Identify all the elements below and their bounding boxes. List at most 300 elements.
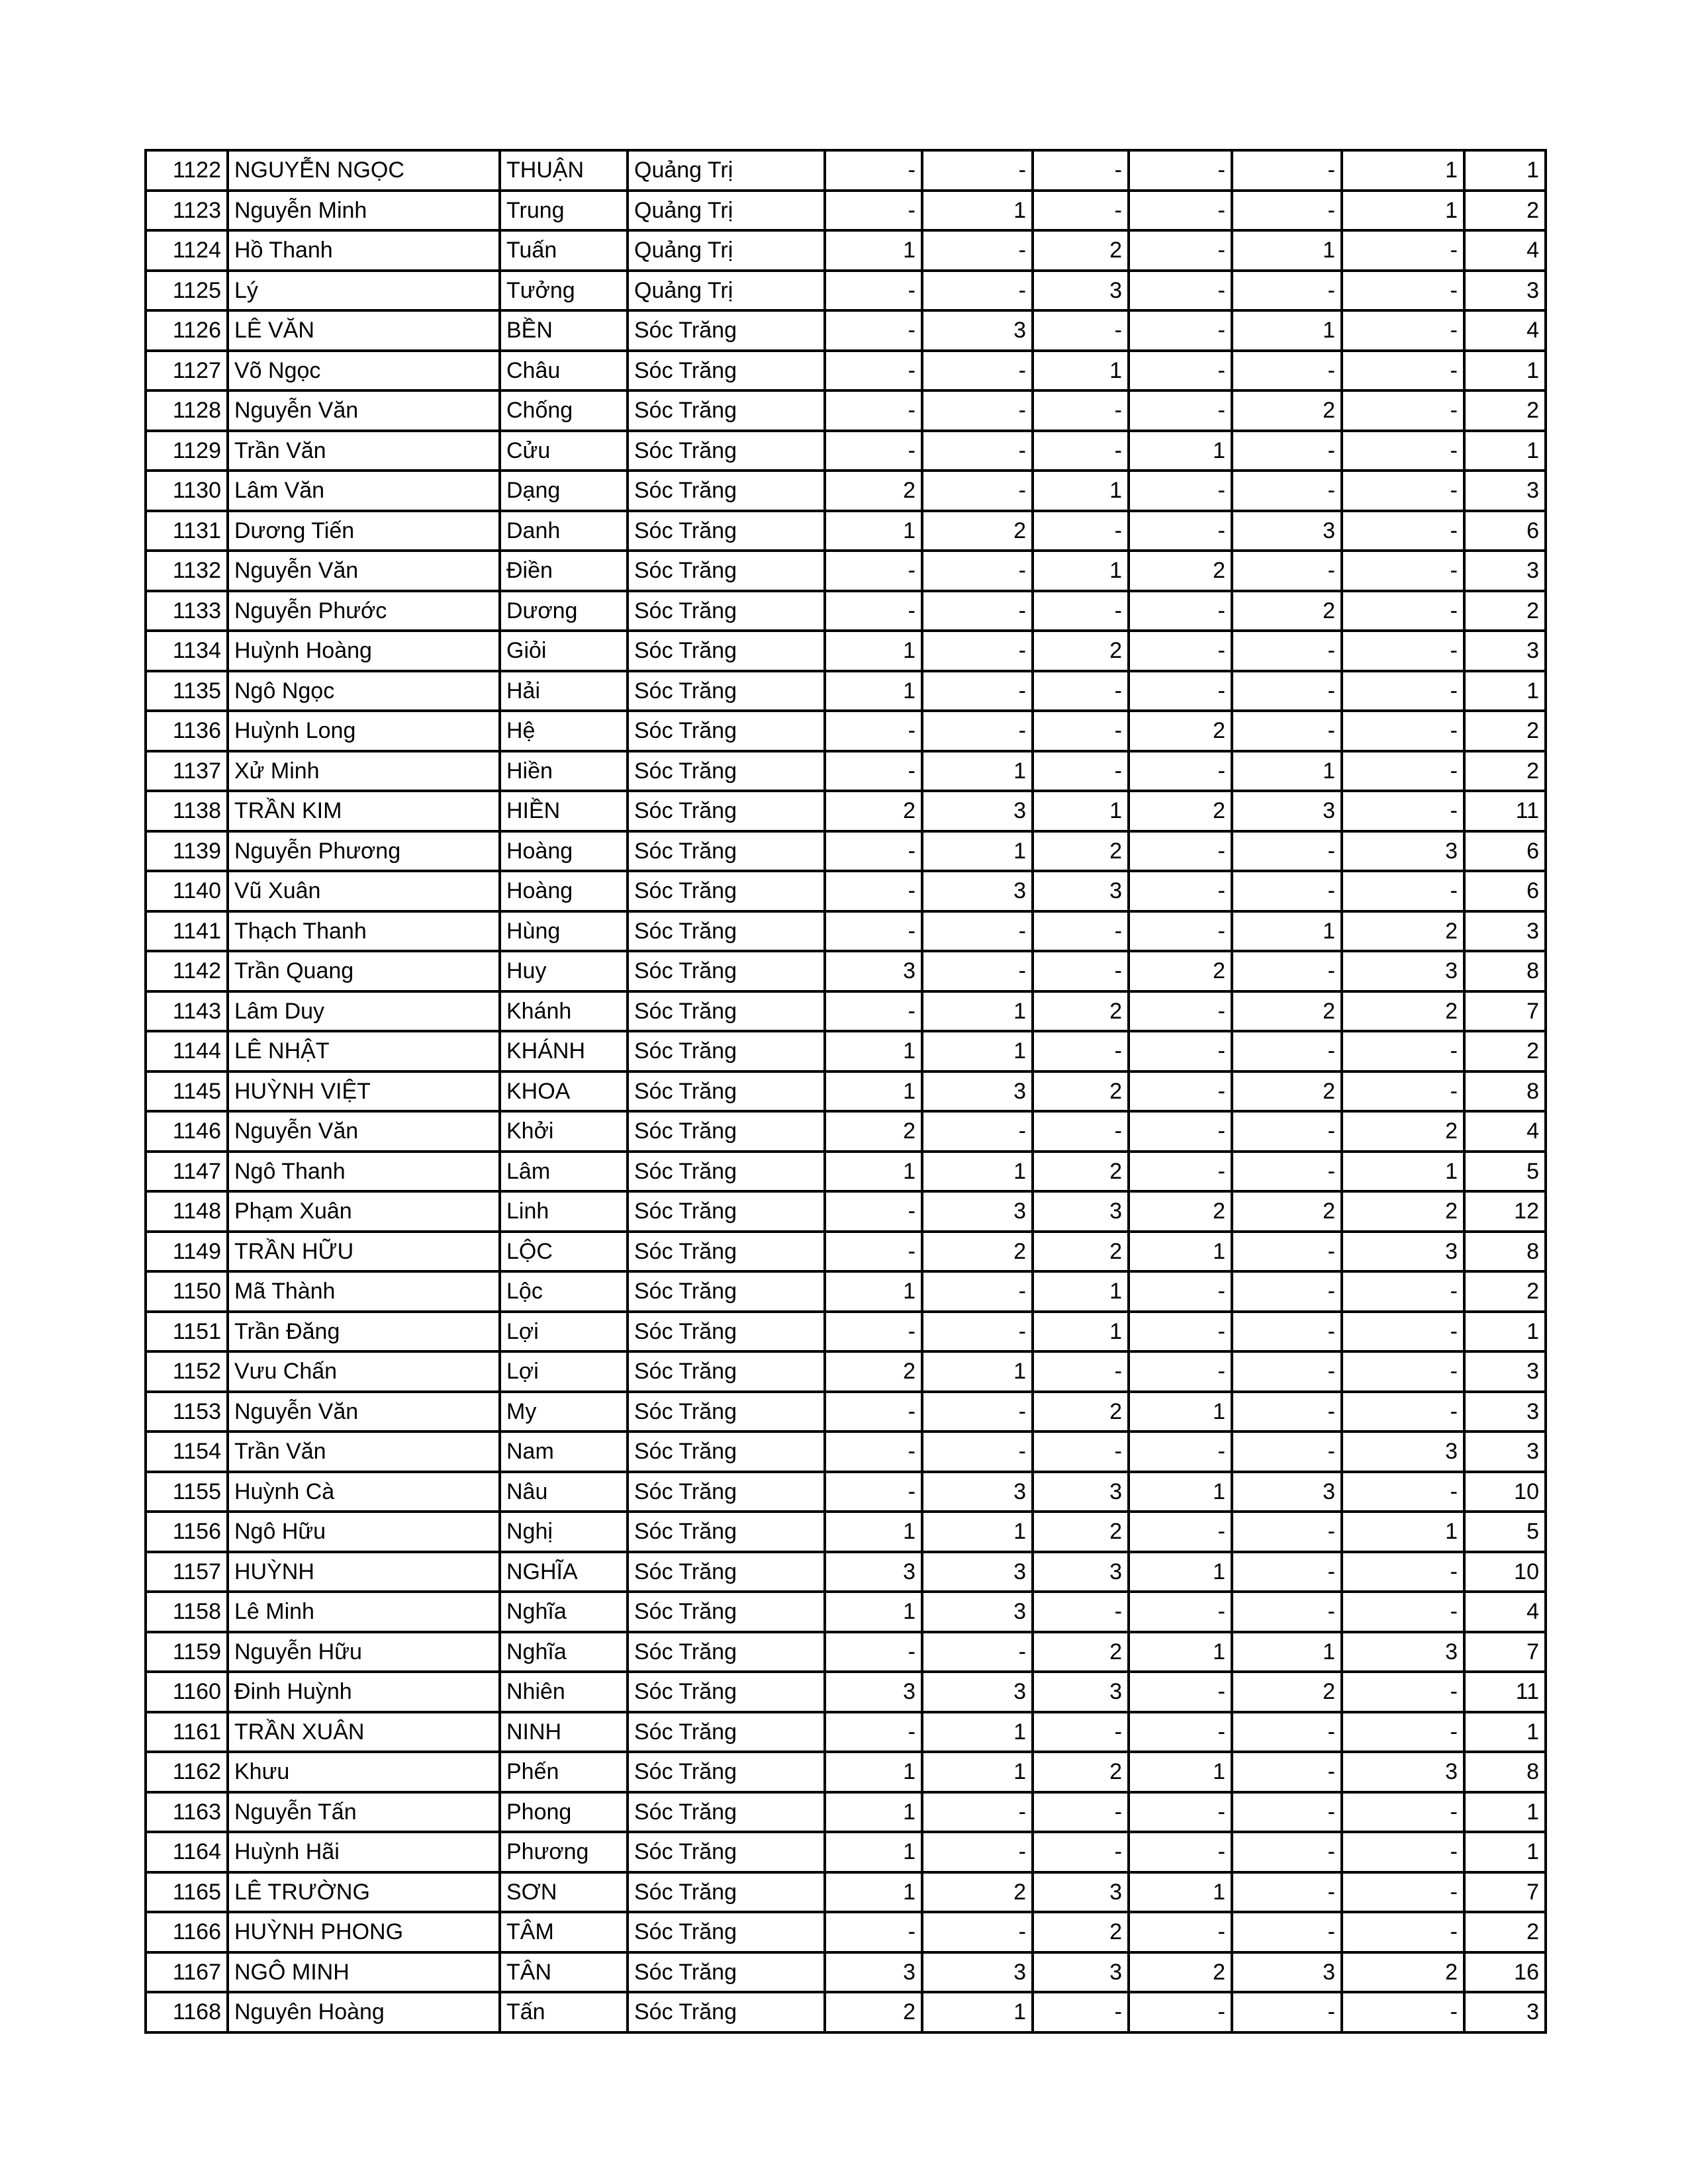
cell-count-2: 1 xyxy=(922,831,1033,872)
cell-first-name: Nguyễn Văn xyxy=(228,1111,500,1152)
cell-count-1: - xyxy=(825,1392,922,1432)
cell-first-name: Nguyễn Hữu xyxy=(228,1632,500,1672)
cell-last-name: Khánh xyxy=(500,991,628,1032)
cell-count-3: 3 xyxy=(1033,1191,1129,1232)
cell-count-3: 2 xyxy=(1033,1152,1129,1192)
cell-first-name: Võ Ngọc xyxy=(228,351,500,391)
cell-last-name: THUẬN xyxy=(500,150,628,191)
cell-id: 1147 xyxy=(146,1152,228,1192)
cell-last-name: Trung xyxy=(500,191,628,231)
cell-count-5: 3 xyxy=(1232,791,1342,831)
cell-count-1: - xyxy=(825,271,922,311)
cell-province: Sóc Trăng xyxy=(628,1512,825,1552)
cell-province: Sóc Trăng xyxy=(628,1232,825,1272)
cell-count-3: - xyxy=(1033,1992,1129,2032)
cell-first-name: Vưu Chấn xyxy=(228,1351,500,1392)
cell-province: Sóc Trăng xyxy=(628,1152,825,1192)
cell-count-3: - xyxy=(1033,431,1129,471)
cell-count-5: - xyxy=(1232,1752,1342,1792)
cell-count-3: - xyxy=(1033,1031,1129,1071)
table-row xyxy=(146,1912,1546,1952)
cell-count-1: 1 xyxy=(825,1872,922,1913)
cell-count-5: 3 xyxy=(1232,1472,1342,1512)
cell-count-5: - xyxy=(1232,1992,1342,2032)
cell-count-4: - xyxy=(1129,991,1232,1032)
cell-id: 1128 xyxy=(146,390,228,431)
cell-total: 2 xyxy=(1464,591,1546,631)
cell-count-2: - xyxy=(922,1392,1033,1432)
cell-id: 1161 xyxy=(146,1712,228,1752)
cell-count-5: - xyxy=(1232,831,1342,872)
cell-count-3: 3 xyxy=(1033,1672,1129,1712)
table-row xyxy=(146,1792,1546,1833)
cell-id: 1132 xyxy=(146,551,228,591)
cell-id: 1126 xyxy=(146,310,228,351)
cell-last-name: Nâu xyxy=(500,1472,628,1512)
cell-first-name: Mã Thành xyxy=(228,1271,500,1312)
cell-count-3: 1 xyxy=(1033,351,1129,391)
cell-first-name: Ngô Thanh xyxy=(228,1152,500,1192)
cell-id: 1129 xyxy=(146,431,228,471)
cell-count-1: 1 xyxy=(825,631,922,671)
table-row xyxy=(146,1752,1546,1792)
cell-id: 1140 xyxy=(146,871,228,911)
cell-count-4: - xyxy=(1129,1312,1232,1352)
cell-count-1: 1 xyxy=(825,1792,922,1833)
cell-count-4: - xyxy=(1129,191,1232,231)
cell-count-3: 1 xyxy=(1033,471,1129,511)
cell-province: Sóc Trăng xyxy=(628,1472,825,1512)
table-row xyxy=(146,951,1546,991)
cell-count-4: 1 xyxy=(1129,1472,1232,1512)
cell-count-2: - xyxy=(922,1271,1033,1312)
cell-count-6: - xyxy=(1342,390,1464,431)
table-row xyxy=(146,310,1546,351)
cell-count-3: - xyxy=(1033,751,1129,792)
cell-count-3: - xyxy=(1033,511,1129,551)
cell-count-4: - xyxy=(1129,1832,1232,1872)
cell-count-6: 2 xyxy=(1342,1111,1464,1152)
cell-count-5: - xyxy=(1232,1792,1342,1833)
cell-count-5: - xyxy=(1232,631,1342,671)
cell-last-name: HIỀN xyxy=(500,791,628,831)
cell-count-5: - xyxy=(1232,1351,1342,1392)
cell-count-4: - xyxy=(1129,751,1232,792)
cell-count-6: - xyxy=(1342,871,1464,911)
cell-count-4: - xyxy=(1129,1432,1232,1472)
cell-first-name: NGÔ MINH xyxy=(228,1952,500,1993)
cell-id: 1146 xyxy=(146,1111,228,1152)
cell-count-1: - xyxy=(825,1232,922,1272)
cell-count-4: - xyxy=(1129,1592,1232,1632)
cell-province: Sóc Trăng xyxy=(628,511,825,551)
cell-first-name: Ngô Ngọc xyxy=(228,671,500,711)
cell-total: 2 xyxy=(1464,191,1546,231)
cell-count-5: - xyxy=(1232,1152,1342,1192)
cell-count-1: - xyxy=(825,150,922,191)
cell-count-5: - xyxy=(1232,471,1342,511)
cell-count-6: - xyxy=(1342,471,1464,511)
cell-first-name: HUỲNH PHONG xyxy=(228,1912,500,1952)
cell-total: 2 xyxy=(1464,1912,1546,1952)
cell-province: Sóc Trăng xyxy=(628,1191,825,1232)
cell-total: 2 xyxy=(1464,711,1546,751)
cell-count-4: - xyxy=(1129,1672,1232,1712)
cell-id: 1141 xyxy=(146,911,228,952)
cell-count-1: - xyxy=(825,431,922,471)
cell-count-5: - xyxy=(1232,1111,1342,1152)
cell-province: Sóc Trăng xyxy=(628,1392,825,1432)
cell-first-name: Huỳnh Long xyxy=(228,711,500,751)
cell-count-4: - xyxy=(1129,230,1232,271)
cell-count-3: 3 xyxy=(1033,271,1129,311)
cell-id: 1136 xyxy=(146,711,228,751)
cell-count-1: - xyxy=(825,191,922,231)
cell-count-1: 1 xyxy=(825,671,922,711)
cell-count-1: - xyxy=(825,991,922,1032)
cell-count-4: - xyxy=(1129,631,1232,671)
cell-last-name: Linh xyxy=(500,1191,628,1232)
cell-count-2: 2 xyxy=(922,1232,1033,1272)
cell-count-2: - xyxy=(922,551,1033,591)
cell-first-name: Phạm Xuân xyxy=(228,1191,500,1232)
cell-total: 6 xyxy=(1464,831,1546,872)
cell-id: 1154 xyxy=(146,1432,228,1472)
cell-count-1: 2 xyxy=(825,1111,922,1152)
table-row xyxy=(146,1392,1546,1432)
roster-table-body xyxy=(146,150,1546,2032)
cell-province: Sóc Trăng xyxy=(628,1872,825,1913)
cell-last-name: Nghĩa xyxy=(500,1632,628,1672)
cell-province: Sóc Trăng xyxy=(628,1271,825,1312)
cell-count-4: - xyxy=(1129,351,1232,391)
cell-total: 2 xyxy=(1464,1031,1546,1071)
cell-count-2: 1 xyxy=(922,1712,1033,1752)
cell-total: 10 xyxy=(1464,1472,1546,1512)
cell-count-1: 3 xyxy=(825,951,922,991)
cell-total: 12 xyxy=(1464,1191,1546,1232)
cell-count-3: 2 xyxy=(1033,1071,1129,1112)
cell-count-4: - xyxy=(1129,1792,1232,1833)
cell-total: 3 xyxy=(1464,1351,1546,1392)
table-row xyxy=(146,390,1546,431)
cell-count-3: 2 xyxy=(1033,1232,1129,1272)
cell-province: Sóc Trăng xyxy=(628,351,825,391)
cell-province: Sóc Trăng xyxy=(628,791,825,831)
cell-last-name: Lâm xyxy=(500,1152,628,1192)
cell-count-2: 1 xyxy=(922,1351,1033,1392)
cell-count-1: - xyxy=(825,751,922,792)
table-row xyxy=(146,191,1546,231)
cell-count-6: 1 xyxy=(1342,1512,1464,1552)
cell-count-2: - xyxy=(922,671,1033,711)
table-row xyxy=(146,831,1546,872)
cell-count-3: - xyxy=(1033,1111,1129,1152)
cell-count-5: - xyxy=(1232,1432,1342,1472)
cell-last-name: Phương xyxy=(500,1832,628,1872)
cell-id: 1148 xyxy=(146,1191,228,1232)
cell-count-4: - xyxy=(1129,271,1232,311)
cell-count-5: - xyxy=(1232,1392,1342,1432)
cell-count-2: 1 xyxy=(922,1152,1033,1192)
cell-count-1: - xyxy=(825,911,922,952)
cell-province: Sóc Trăng xyxy=(628,1552,825,1592)
cell-count-5: - xyxy=(1232,351,1342,391)
cell-count-6: - xyxy=(1342,1712,1464,1752)
cell-count-5: 3 xyxy=(1232,1952,1342,1993)
cell-count-4: - xyxy=(1129,831,1232,872)
cell-id: 1156 xyxy=(146,1512,228,1552)
cell-count-6: - xyxy=(1342,711,1464,751)
cell-last-name: Phong xyxy=(500,1792,628,1833)
cell-count-3: 1 xyxy=(1033,1271,1129,1312)
cell-count-1: - xyxy=(825,871,922,911)
table-row xyxy=(146,1351,1546,1392)
table-row xyxy=(146,1271,1546,1312)
cell-first-name: Huỳnh Hãi xyxy=(228,1832,500,1872)
cell-count-1: 1 xyxy=(825,1592,922,1632)
cell-total: 8 xyxy=(1464,1071,1546,1112)
cell-total: 1 xyxy=(1464,671,1546,711)
cell-count-5: 1 xyxy=(1232,310,1342,351)
cell-province: Quảng Trị xyxy=(628,271,825,311)
cell-count-5: - xyxy=(1232,711,1342,751)
cell-count-6: - xyxy=(1342,351,1464,391)
cell-total: 7 xyxy=(1464,991,1546,1032)
cell-count-3: - xyxy=(1033,671,1129,711)
cell-count-2: - xyxy=(922,1632,1033,1672)
cell-count-1: 2 xyxy=(825,791,922,831)
table-row xyxy=(146,911,1546,952)
table-row xyxy=(146,1152,1546,1192)
cell-id: 1155 xyxy=(146,1472,228,1512)
cell-last-name: Tưởng xyxy=(500,271,628,311)
cell-total: 10 xyxy=(1464,1552,1546,1592)
cell-province: Sóc Trăng xyxy=(628,1832,825,1872)
table-row xyxy=(146,511,1546,551)
cell-count-1: 1 xyxy=(825,1071,922,1112)
cell-count-5: 1 xyxy=(1232,751,1342,792)
cell-last-name: Hùng xyxy=(500,911,628,952)
cell-id: 1130 xyxy=(146,471,228,511)
table-row xyxy=(146,551,1546,591)
cell-count-5: 3 xyxy=(1232,511,1342,551)
cell-first-name: TRẦN XUÂN xyxy=(228,1712,500,1752)
cell-count-4: 1 xyxy=(1129,1552,1232,1592)
cell-count-4: 2 xyxy=(1129,551,1232,591)
cell-last-name: KHÁNH xyxy=(500,1031,628,1071)
cell-count-6: - xyxy=(1342,1031,1464,1071)
cell-count-3: - xyxy=(1033,591,1129,631)
cell-last-name: Khởi xyxy=(500,1111,628,1152)
cell-province: Sóc Trăng xyxy=(628,431,825,471)
cell-count-2: 3 xyxy=(922,871,1033,911)
cell-count-2: 1 xyxy=(922,1031,1033,1071)
cell-count-5: - xyxy=(1232,671,1342,711)
cell-count-4: - xyxy=(1129,1912,1232,1952)
table-row xyxy=(146,591,1546,631)
cell-province: Quảng Trị xyxy=(628,191,825,231)
cell-count-6: - xyxy=(1342,1992,1464,2032)
cell-count-6: - xyxy=(1342,791,1464,831)
cell-first-name: Nguyên Hoàng xyxy=(228,1992,500,2032)
table-row xyxy=(146,1312,1546,1352)
cell-count-4: - xyxy=(1129,1031,1232,1071)
cell-count-6: - xyxy=(1342,631,1464,671)
table-row xyxy=(146,1992,1546,2032)
cell-count-6: - xyxy=(1342,1912,1464,1952)
cell-count-6: - xyxy=(1342,1312,1464,1352)
cell-first-name: Huỳnh Cà xyxy=(228,1472,500,1512)
cell-count-4: - xyxy=(1129,390,1232,431)
cell-province: Sóc Trăng xyxy=(628,551,825,591)
cell-id: 1138 xyxy=(146,791,228,831)
cell-id: 1151 xyxy=(146,1312,228,1352)
cell-count-1: 2 xyxy=(825,1992,922,2032)
cell-count-2: 3 xyxy=(922,1071,1033,1112)
cell-total: 2 xyxy=(1464,390,1546,431)
cell-first-name: LÊ NHẬT xyxy=(228,1031,500,1071)
cell-count-6: 3 xyxy=(1342,1432,1464,1472)
cell-total: 1 xyxy=(1464,1312,1546,1352)
cell-id: 1165 xyxy=(146,1872,228,1913)
table-row xyxy=(146,271,1546,311)
cell-id: 1163 xyxy=(146,1792,228,1833)
cell-count-5: - xyxy=(1232,1031,1342,1071)
table-row xyxy=(146,791,1546,831)
cell-count-2: 3 xyxy=(922,1191,1033,1232)
cell-last-name: BỀN xyxy=(500,310,628,351)
cell-count-3: - xyxy=(1033,1432,1129,1472)
cell-count-3: - xyxy=(1033,191,1129,231)
table-row xyxy=(146,751,1546,792)
table-row xyxy=(146,1111,1546,1152)
cell-count-4: - xyxy=(1129,1351,1232,1392)
cell-total: 6 xyxy=(1464,871,1546,911)
cell-count-1: - xyxy=(825,390,922,431)
cell-count-5: 2 xyxy=(1232,591,1342,631)
cell-count-2: - xyxy=(922,471,1033,511)
cell-last-name: Dạng xyxy=(500,471,628,511)
table-row xyxy=(146,1872,1546,1913)
cell-province: Sóc Trăng xyxy=(628,911,825,952)
cell-count-1: - xyxy=(825,310,922,351)
cell-last-name: LỘC xyxy=(500,1232,628,1272)
cell-total: 3 xyxy=(1464,1392,1546,1432)
cell-count-6: - xyxy=(1342,751,1464,792)
cell-count-6: 2 xyxy=(1342,991,1464,1032)
cell-count-4: - xyxy=(1129,1512,1232,1552)
cell-first-name: LÊ VĂN xyxy=(228,310,500,351)
cell-count-2: 1 xyxy=(922,191,1033,231)
cell-count-6: - xyxy=(1342,511,1464,551)
cell-count-1: 2 xyxy=(825,471,922,511)
cell-count-1: - xyxy=(825,831,922,872)
cell-count-2: 1 xyxy=(922,751,1033,792)
cell-first-name: Xử Minh xyxy=(228,751,500,792)
cell-last-name: Giỏi xyxy=(500,631,628,671)
cell-count-4: - xyxy=(1129,1712,1232,1752)
cell-first-name: Ngô Hữu xyxy=(228,1512,500,1552)
cell-first-name: Nguyễn Văn xyxy=(228,1392,500,1432)
cell-first-name: Khưu xyxy=(228,1752,500,1792)
cell-count-2: - xyxy=(922,150,1033,191)
cell-count-2: 3 xyxy=(922,1952,1033,1993)
cell-count-2: - xyxy=(922,1432,1033,1472)
cell-count-6: 2 xyxy=(1342,1191,1464,1232)
cell-count-2: 3 xyxy=(922,1472,1033,1512)
table-row xyxy=(146,871,1546,911)
cell-province: Sóc Trăng xyxy=(628,1752,825,1792)
cell-count-3: 3 xyxy=(1033,1952,1129,1993)
cell-last-name: NGHĨA xyxy=(500,1552,628,1592)
cell-last-name: Hệ xyxy=(500,711,628,751)
cell-count-4: 2 xyxy=(1129,1952,1232,1993)
cell-first-name: Trần Văn xyxy=(228,1432,500,1472)
cell-count-3: - xyxy=(1033,911,1129,952)
table-row xyxy=(146,1832,1546,1872)
cell-count-1: - xyxy=(825,591,922,631)
table-row xyxy=(146,150,1546,191)
cell-last-name: Hiền xyxy=(500,751,628,792)
cell-total: 3 xyxy=(1464,911,1546,952)
cell-count-1: 1 xyxy=(825,1271,922,1312)
cell-count-6: - xyxy=(1342,1672,1464,1712)
cell-total: 11 xyxy=(1464,1672,1546,1712)
cell-id: 1158 xyxy=(146,1592,228,1632)
cell-id: 1143 xyxy=(146,991,228,1032)
cell-total: 1 xyxy=(1464,1792,1546,1833)
cell-count-4: 1 xyxy=(1129,1632,1232,1672)
cell-count-6: 2 xyxy=(1342,911,1464,952)
cell-count-6: - xyxy=(1342,1872,1464,1913)
cell-count-6: - xyxy=(1342,1351,1464,1392)
cell-province: Sóc Trăng xyxy=(628,1992,825,2032)
cell-total: 3 xyxy=(1464,271,1546,311)
cell-count-2: - xyxy=(922,351,1033,391)
cell-count-1: 1 xyxy=(825,1031,922,1071)
cell-province: Sóc Trăng xyxy=(628,1351,825,1392)
cell-id: 1166 xyxy=(146,1912,228,1952)
cell-count-2: - xyxy=(922,1792,1033,1833)
cell-count-5: - xyxy=(1232,1912,1342,1952)
cell-first-name: Lâm Văn xyxy=(228,471,500,511)
cell-count-4: 1 xyxy=(1129,1232,1232,1272)
cell-total: 8 xyxy=(1464,1232,1546,1272)
cell-province: Sóc Trăng xyxy=(628,1672,825,1712)
cell-count-1: 1 xyxy=(825,511,922,551)
cell-id: 1124 xyxy=(146,230,228,271)
table-row xyxy=(146,1592,1546,1632)
cell-first-name: Nguyễn Văn xyxy=(228,551,500,591)
table-row xyxy=(146,991,1546,1032)
cell-count-6: - xyxy=(1342,1392,1464,1432)
cell-id: 1157 xyxy=(146,1552,228,1592)
cell-id: 1133 xyxy=(146,591,228,631)
cell-total: 3 xyxy=(1464,1992,1546,2032)
cell-total: 1 xyxy=(1464,1832,1546,1872)
cell-count-2: - xyxy=(922,431,1033,471)
cell-count-6: 3 xyxy=(1342,1752,1464,1792)
cell-count-6: 3 xyxy=(1342,1632,1464,1672)
cell-first-name: Đinh Huỳnh xyxy=(228,1672,500,1712)
cell-province: Sóc Trăng xyxy=(628,1432,825,1472)
cell-count-5: - xyxy=(1232,191,1342,231)
cell-count-5: - xyxy=(1232,1592,1342,1632)
cell-total: 3 xyxy=(1464,631,1546,671)
cell-province: Sóc Trăng xyxy=(628,1031,825,1071)
cell-first-name: Vũ Xuân xyxy=(228,871,500,911)
